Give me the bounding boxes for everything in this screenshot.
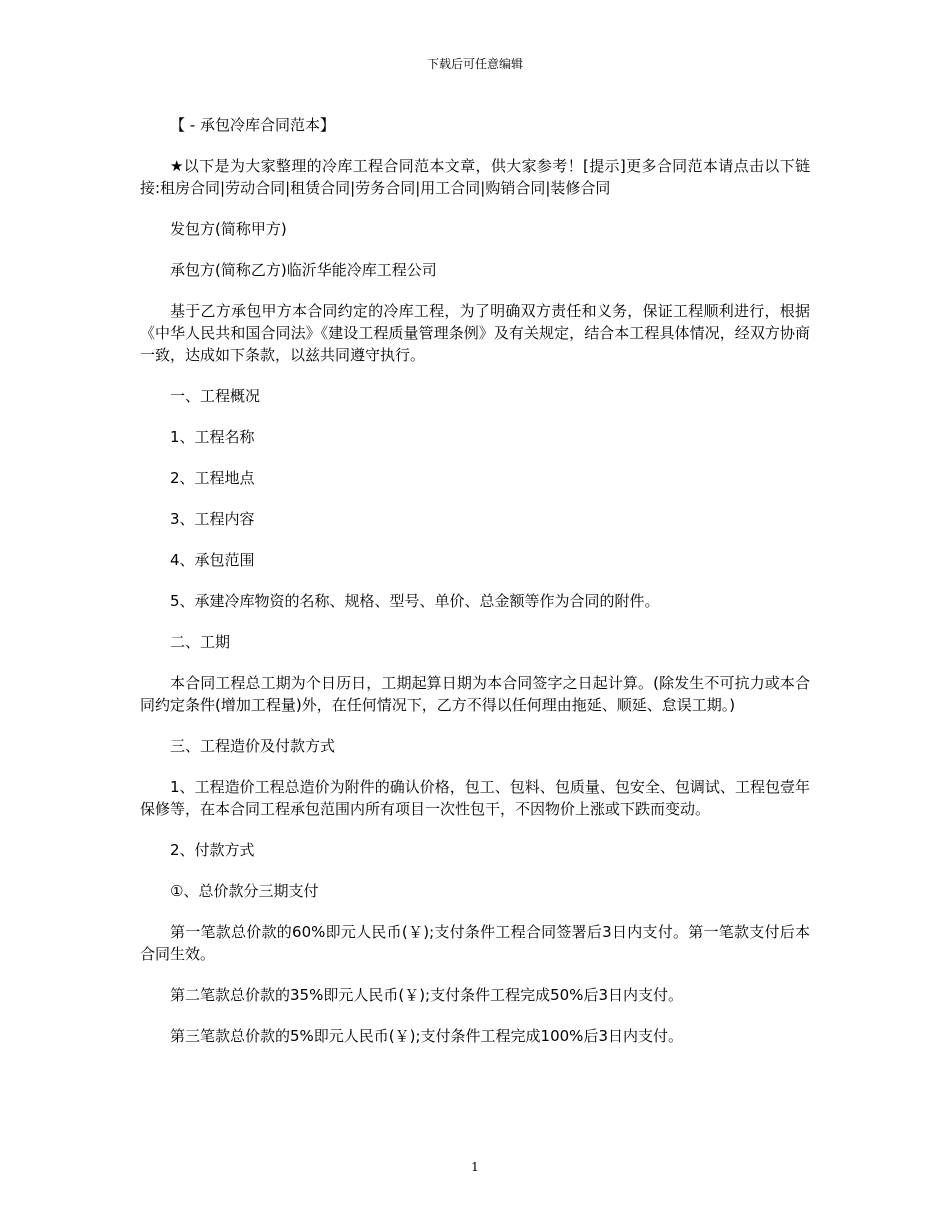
payment-paragraph: 第二笔款总价款的35%即元人民币(￥);支付条件工程完成50%后3日内支付。 [170, 986, 683, 1004]
section-heading-3: 三、工程造价及付款方式 [170, 737, 336, 755]
section-heading-1: 一、工程概况 [170, 387, 261, 405]
clause-item: 2、付款方式 [170, 841, 255, 859]
intro-paragraph: ★以下是为大家整理的冷库工程合同范本文章，供大家参考！[提示]更多合同范本请点击以下链接:租房合同|劳动合同|租赁合同|劳务合同|用工合同|购销合同|装修合同 [140, 157, 810, 197]
party-b-line: 承包方(简称乙方)临沂华能冷库工程公司 [170, 261, 437, 279]
clause-item: 3、工程内容 [170, 510, 255, 528]
clause-item: 2、工程地点 [170, 469, 255, 487]
cost-paragraph: 1、工程造价工程总造价为附件的确认价格，包工、包料、包质量、包安全、包调试、工程包壹年保修等，在本合同工程承包范围内所有项目一次性包干，不因物价上涨或下跌而变动。 [140, 778, 810, 818]
preamble-paragraph: 基于乙方承包甲方本合同约定的冷库工程，为了明确双方责任和义务，保证工程顺利进行，根据《中华人民共和国合同法》《建设工程质量管理条例》及有关规定，结合本工程具体情况，经双方协商一致，达成如下条款，以兹共同遵守执行。 [140, 302, 810, 364]
payment-paragraph: 第一笔款总价款的60%即元人民币(￥);支付条件工程合同签署后3日内支付。第一笔款支付后本合同生效。 [140, 923, 810, 963]
clause-item: 1、工程名称 [170, 428, 255, 446]
document-body [140, 114, 810, 1066]
clause-item: 5、承建冷库物资的名称、规格、型号、单价、总金额等作为合同的附件。 [170, 592, 660, 610]
schedule-paragraph: 本合同工程总工期为个日历日，工期起算日期为本合同签字之日起计算。(除发生不可抗力或本合同约定条件(增加工程量)外，在任何情况下，乙方不得以任何理由拖延、顺延、怠误工期。) [140, 674, 810, 714]
clause-item: ①、总价款分三期支付 [170, 882, 319, 900]
page-header: 下载后可任意编辑 [426, 57, 523, 71]
payment-paragraph: 第三笔款总价款的5%即元人民币(￥);支付条件工程完成100%后3日内支付。 [170, 1027, 683, 1045]
party-a-line: 发包方(简称甲方) [170, 220, 287, 238]
document-title: 【 - 承包冷库合同范本】 [170, 116, 335, 134]
page-number: 1 [471, 1160, 479, 1174]
section-heading-2: 二、工期 [170, 633, 231, 651]
clause-item: 4、承包范围 [170, 551, 255, 569]
